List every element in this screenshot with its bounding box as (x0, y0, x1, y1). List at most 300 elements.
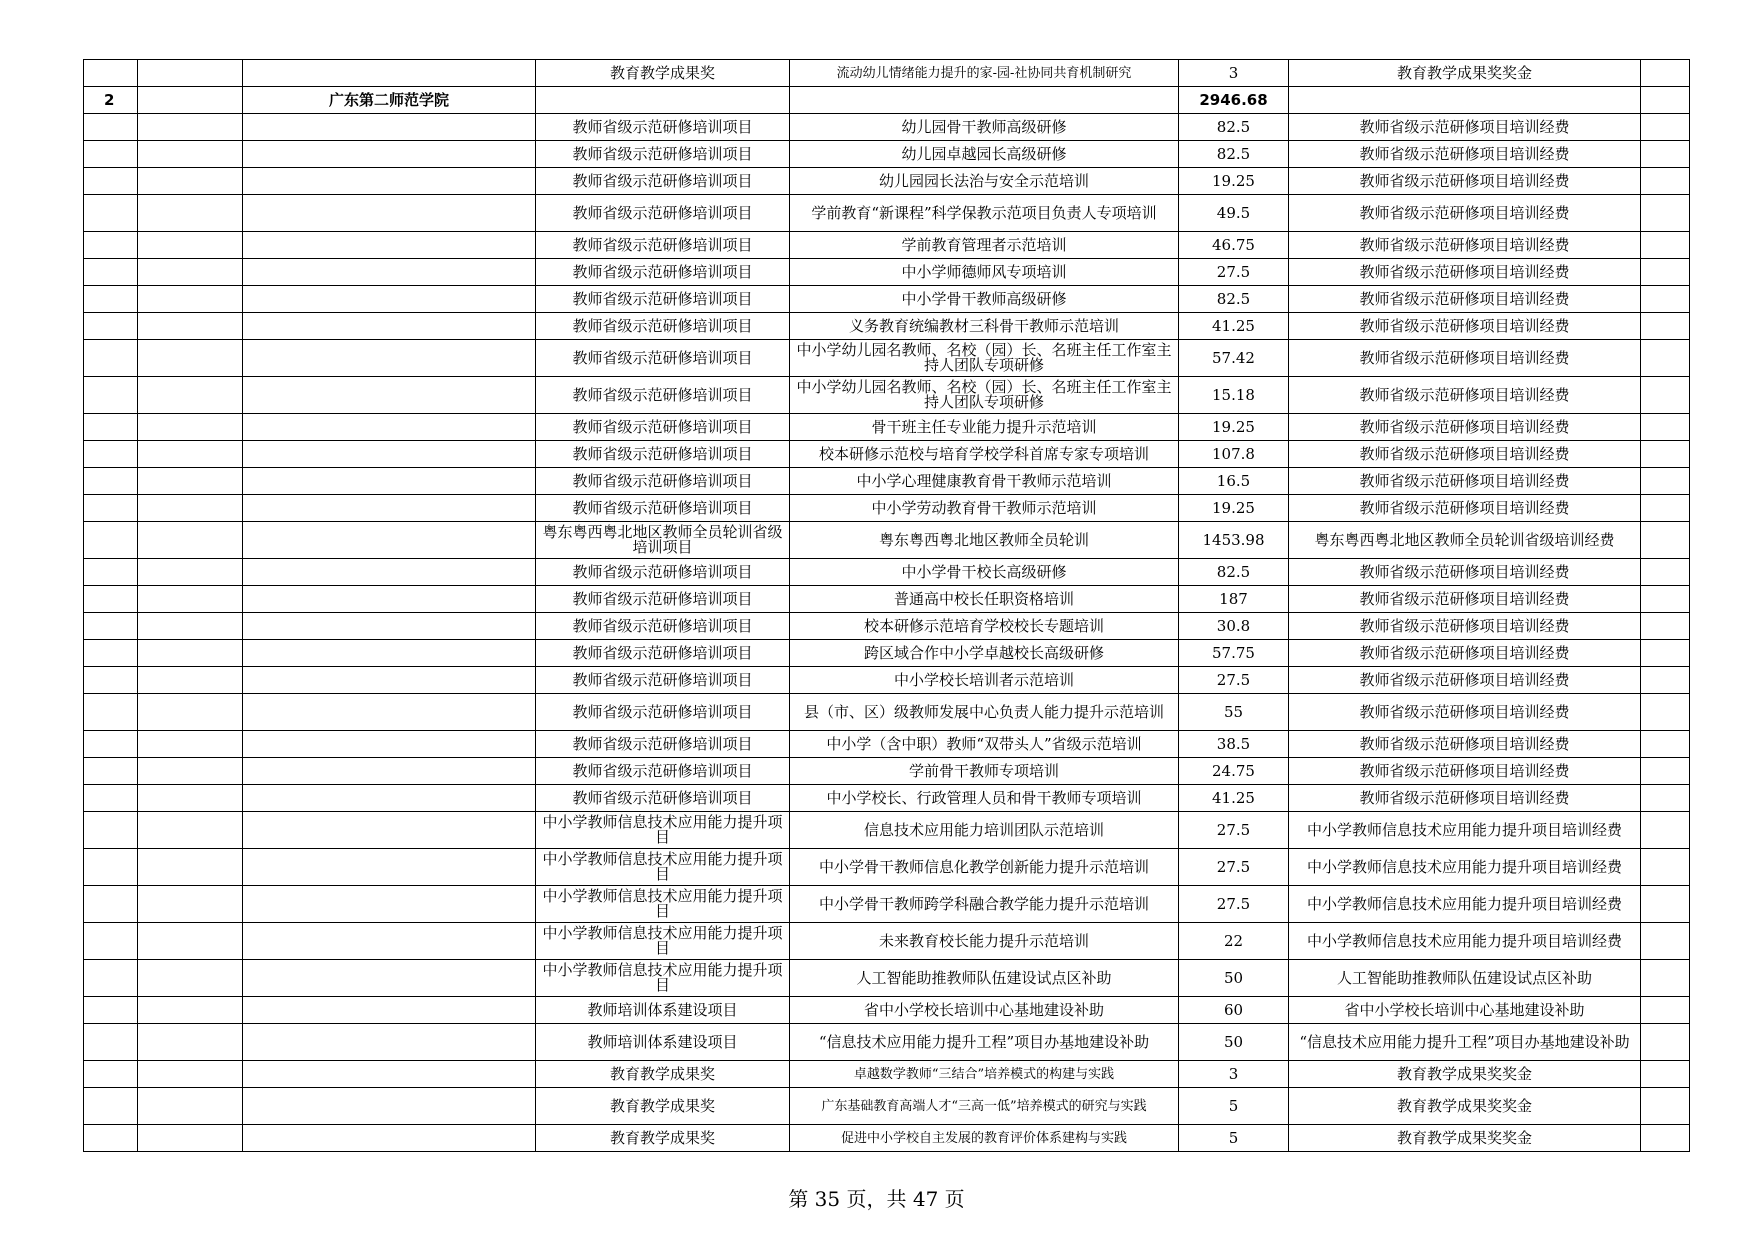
category-cell: 教师省级示范研修培训项目 (536, 586, 790, 613)
note-cell (1641, 1061, 1690, 1088)
project-cell: 人工智能助推教师队伍建设试点区补助 (790, 960, 1179, 997)
row-number-cell (84, 468, 138, 495)
unit-name-cell (243, 286, 536, 313)
category-cell: 教师培训体系建设项目 (536, 997, 790, 1024)
table-row (84, 886, 1690, 923)
unit-name-cell (243, 812, 536, 849)
blank-cell (138, 997, 243, 1024)
row-number-cell (84, 414, 138, 441)
amount-cell: 5 (1179, 1088, 1289, 1125)
row-number-cell (84, 522, 138, 559)
amount-cell: 82.5 (1179, 559, 1289, 586)
purpose-cell: 教育教学成果奖奖金 (1289, 60, 1641, 87)
amount-cell: 82.5 (1179, 114, 1289, 141)
category-cell: 中小学教师信息技术应用能力提升项目 (536, 886, 790, 923)
row-number-cell (84, 313, 138, 340)
row-number-cell (84, 886, 138, 923)
note-cell (1641, 960, 1690, 997)
table-row (84, 559, 1690, 586)
category-cell: 教育教学成果奖 (536, 60, 790, 87)
project-cell: 中小学骨干教师信息化教学创新能力提升示范培训 (790, 849, 1179, 886)
unit-name-cell (243, 1088, 536, 1125)
category-cell: 教师省级示范研修培训项目 (536, 731, 790, 758)
table-row (84, 731, 1690, 758)
row-number-cell (84, 997, 138, 1024)
project-cell: 学前教育“新课程”科学保教示范项目负责人专项培训 (790, 195, 1179, 232)
row-number-cell (84, 586, 138, 613)
note-cell (1641, 195, 1690, 232)
project-cell: 学前教育管理者示范培训 (790, 232, 1179, 259)
blank-cell (138, 613, 243, 640)
amount-cell: 3 (1179, 1061, 1289, 1088)
row-number-cell (84, 114, 138, 141)
purpose-cell: 教师省级示范研修项目培训经费 (1289, 195, 1641, 232)
row-number-cell (84, 232, 138, 259)
unit-name-cell (243, 1061, 536, 1088)
note-cell (1641, 667, 1690, 694)
project-cell: 中小学校长培训者示范培训 (790, 667, 1179, 694)
table-row (84, 1088, 1690, 1125)
row-number-cell (84, 849, 138, 886)
row-number-cell (84, 441, 138, 468)
purpose-cell: 教师省级示范研修项目培训经费 (1289, 286, 1641, 313)
row-number-cell (84, 1061, 138, 1088)
unit-name-cell (243, 232, 536, 259)
note-cell (1641, 441, 1690, 468)
category-cell: 教师省级示范研修培训项目 (536, 785, 790, 812)
amount-cell: 38.5 (1179, 731, 1289, 758)
unit-name-cell (243, 613, 536, 640)
note-cell (1641, 640, 1690, 667)
category-cell: 中小学教师信息技术应用能力提升项目 (536, 812, 790, 849)
purpose-cell: 教师省级示范研修项目培训经费 (1289, 559, 1641, 586)
unit-name-cell (243, 377, 536, 414)
table-row (84, 232, 1690, 259)
amount-cell: 55 (1179, 694, 1289, 731)
purpose-cell: 中小学教师信息技术应用能力提升项目培训经费 (1289, 923, 1641, 960)
note-cell (1641, 849, 1690, 886)
purpose-cell: 教师省级示范研修项目培训经费 (1289, 785, 1641, 812)
category-cell: 教师省级示范研修培训项目 (536, 559, 790, 586)
table-row (84, 259, 1690, 286)
unit-name-cell (243, 495, 536, 522)
row-number-cell (84, 168, 138, 195)
table-row (84, 168, 1690, 195)
blank-cell (138, 812, 243, 849)
row-number-cell (84, 731, 138, 758)
project-cell: 流动幼儿情绪能力提升的家-园-社协同共育机制研究 (790, 60, 1179, 87)
row-number-cell: 2 (84, 87, 138, 114)
blank-cell (138, 640, 243, 667)
blank-cell (138, 586, 243, 613)
category-cell: 教师省级示范研修培训项目 (536, 141, 790, 168)
amount-cell: 27.5 (1179, 259, 1289, 286)
project-cell: 中小学劳动教育骨干教师示范培训 (790, 495, 1179, 522)
amount-cell: 19.25 (1179, 414, 1289, 441)
table-row (84, 960, 1690, 997)
project-cell: 普通高中校长任职资格培训 (790, 586, 1179, 613)
project-cell: 粤东粤西粤北地区教师全员轮训 (790, 522, 1179, 559)
row-number-cell (84, 495, 138, 522)
table-row (84, 758, 1690, 785)
amount-cell: 57.42 (1179, 340, 1289, 377)
purpose-cell: 教师省级示范研修项目培训经费 (1289, 340, 1641, 377)
blank-cell (138, 849, 243, 886)
note-cell (1641, 559, 1690, 586)
blank-cell (138, 340, 243, 377)
category-cell: 中小学教师信息技术应用能力提升项目 (536, 923, 790, 960)
category-cell: 中小学教师信息技术应用能力提升项目 (536, 849, 790, 886)
purpose-cell: 教师省级示范研修项目培训经费 (1289, 141, 1641, 168)
project-cell: 中小学骨干校长高级研修 (790, 559, 1179, 586)
purpose-cell: “信息技术应用能力提升工程”项目办基地建设补助 (1289, 1024, 1641, 1061)
note-cell (1641, 114, 1690, 141)
page-number-footer: 第 35 页，共 47 页 (788, 1187, 965, 1211)
amount-cell: 1453.98 (1179, 522, 1289, 559)
blank-cell (138, 960, 243, 997)
category-cell: 粤东粤西粤北地区教师全员轮训省级培训项目 (536, 522, 790, 559)
project-cell: 幼儿园骨干教师高级研修 (790, 114, 1179, 141)
table-row (84, 414, 1690, 441)
blank-cell (138, 758, 243, 785)
note-cell (1641, 923, 1690, 960)
note-cell (1641, 586, 1690, 613)
project-cell: 中小学幼儿园名教师、名校（园）长、名班主任工作室主持人团队专项研修 (790, 340, 1179, 377)
row-number-cell (84, 667, 138, 694)
blank-cell (138, 377, 243, 414)
project-cell: 中小学骨干教师跨学科融合教学能力提升示范培训 (790, 886, 1179, 923)
note-cell (1641, 613, 1690, 640)
project-cell: 中小学师德师风专项培训 (790, 259, 1179, 286)
project-cell: 中小学（含中职）教师“双带头人”省级示范培训 (790, 731, 1179, 758)
table-row (84, 522, 1690, 559)
unit-name-cell (243, 923, 536, 960)
purpose-cell: 中小学教师信息技术应用能力提升项目培训经费 (1289, 886, 1641, 923)
purpose-cell: 教师省级示范研修项目培训经费 (1289, 694, 1641, 731)
table-row (84, 586, 1690, 613)
purpose-cell: 教师省级示范研修项目培训经费 (1289, 313, 1641, 340)
table-row (84, 613, 1690, 640)
note-cell (1641, 168, 1690, 195)
blank-cell (138, 114, 243, 141)
blank-cell (138, 286, 243, 313)
purpose-cell: 教育教学成果奖奖金 (1289, 1125, 1641, 1152)
amount-cell: 50 (1179, 960, 1289, 997)
blank-cell (138, 468, 243, 495)
purpose-cell: 教师省级示范研修项目培训经费 (1289, 468, 1641, 495)
note-cell (1641, 259, 1690, 286)
purpose-cell: 教师省级示范研修项目培训经费 (1289, 586, 1641, 613)
unit-name-cell (243, 141, 536, 168)
row-number-cell (84, 1088, 138, 1125)
project-cell: 省中小学校长培训中心基地建设补助 (790, 997, 1179, 1024)
note-cell (1641, 87, 1690, 114)
category-cell: 教师省级示范研修培训项目 (536, 377, 790, 414)
purpose-cell: 省中小学校长培训中心基地建设补助 (1289, 997, 1641, 1024)
amount-cell: 82.5 (1179, 141, 1289, 168)
row-number-cell (84, 60, 138, 87)
category-cell: 教师省级示范研修培训项目 (536, 168, 790, 195)
row-number-cell (84, 923, 138, 960)
unit-name-cell (243, 559, 536, 586)
amount-cell: 5 (1179, 1125, 1289, 1152)
table-row (84, 441, 1690, 468)
unit-name-cell (243, 640, 536, 667)
table-row (84, 1024, 1690, 1061)
project-cell: 卓越数学教师“三结合”培养模式的构建与实践 (790, 1061, 1179, 1088)
project-cell: 信息技术应用能力培训团队示范培训 (790, 812, 1179, 849)
purpose-cell: 教师省级示范研修项目培训经费 (1289, 168, 1641, 195)
row-number-cell (84, 559, 138, 586)
unit-name-cell (243, 731, 536, 758)
amount-cell: 24.75 (1179, 758, 1289, 785)
unit-name-cell (243, 441, 536, 468)
blank-cell (138, 923, 243, 960)
note-cell (1641, 495, 1690, 522)
unit-name-cell (243, 1125, 536, 1152)
note-cell (1641, 60, 1690, 87)
purpose-cell: 教师省级示范研修项目培训经费 (1289, 232, 1641, 259)
unit-name-cell (243, 340, 536, 377)
category-cell: 教育教学成果奖 (536, 1125, 790, 1152)
note-cell (1641, 731, 1690, 758)
project-cell: 未来教育校长能力提升示范培训 (790, 923, 1179, 960)
row-number-cell (84, 195, 138, 232)
blank-cell (138, 785, 243, 812)
note-cell (1641, 1024, 1690, 1061)
unit-name-cell (243, 60, 536, 87)
table-row (84, 114, 1690, 141)
category-cell: 教师省级示范研修培训项目 (536, 259, 790, 286)
table-row (84, 495, 1690, 522)
row-number-cell (84, 812, 138, 849)
blank-cell (138, 259, 243, 286)
category-cell: 教师省级示范研修培训项目 (536, 694, 790, 731)
allocation-table (83, 59, 1690, 1152)
note-cell (1641, 377, 1690, 414)
category-cell: 教师省级示范研修培训项目 (536, 286, 790, 313)
row-number-cell (84, 1125, 138, 1152)
purpose-cell: 教师省级示范研修项目培训经费 (1289, 114, 1641, 141)
category-cell: 教师省级示范研修培训项目 (536, 495, 790, 522)
note-cell (1641, 997, 1690, 1024)
blank-cell (138, 667, 243, 694)
purpose-cell: 教师省级示范研修项目培训经费 (1289, 495, 1641, 522)
category-cell: 教师省级示范研修培训项目 (536, 667, 790, 694)
blank-cell (138, 694, 243, 731)
project-cell: 中小学校长、行政管理人员和骨干教师专项培训 (790, 785, 1179, 812)
table-row (84, 60, 1690, 87)
amount-cell: 27.5 (1179, 849, 1289, 886)
unit-name-cell (243, 522, 536, 559)
project-cell: 县（市、区）级教师发展中心负责人能力提升示范培训 (790, 694, 1179, 731)
purpose-cell: 人工智能助推教师队伍建设试点区补助 (1289, 960, 1641, 997)
project-cell (790, 87, 1179, 114)
category-cell: 教师省级示范研修培训项目 (536, 195, 790, 232)
blank-cell (138, 168, 243, 195)
row-number-cell (84, 694, 138, 731)
project-cell: 促进中小学校自主发展的教育评价体系建构与实践 (790, 1125, 1179, 1152)
unit-name-cell (243, 1024, 536, 1061)
note-cell (1641, 522, 1690, 559)
project-cell: 中小学骨干教师高级研修 (790, 286, 1179, 313)
blank-cell (138, 1125, 243, 1152)
blank-cell (138, 195, 243, 232)
project-cell: 义务教育统编教材三科骨干教师示范培训 (790, 313, 1179, 340)
blank-cell (138, 232, 243, 259)
table-row (84, 849, 1690, 886)
amount-cell: 27.5 (1179, 812, 1289, 849)
amount-cell: 49.5 (1179, 195, 1289, 232)
note-cell (1641, 313, 1690, 340)
note-cell (1641, 232, 1690, 259)
project-cell: 广东基础教育高端人才“三高一低”培养模式的研究与实践 (790, 1088, 1179, 1125)
unit-name-cell (243, 849, 536, 886)
row-number-cell (84, 758, 138, 785)
blank-cell (138, 559, 243, 586)
blank-cell (138, 141, 243, 168)
amount-cell: 41.25 (1179, 313, 1289, 340)
amount-cell: 16.5 (1179, 468, 1289, 495)
blank-cell (138, 87, 243, 114)
amount-cell: 57.75 (1179, 640, 1289, 667)
project-cell: 校本研修示范校与培育学校学科首席专家专项培训 (790, 441, 1179, 468)
purpose-cell: 教育教学成果奖奖金 (1289, 1061, 1641, 1088)
blank-cell (138, 886, 243, 923)
note-cell (1641, 694, 1690, 731)
unit-name-cell (243, 586, 536, 613)
amount-cell: 19.25 (1179, 168, 1289, 195)
table-row (84, 997, 1690, 1024)
note-cell (1641, 141, 1690, 168)
project-cell: 中小学心理健康教育骨干教师示范培训 (790, 468, 1179, 495)
note-cell (1641, 468, 1690, 495)
unit-name-cell (243, 313, 536, 340)
table-row (84, 340, 1690, 377)
amount-cell: 15.18 (1179, 377, 1289, 414)
category-cell: 教师省级示范研修培训项目 (536, 114, 790, 141)
unit-name-cell (243, 694, 536, 731)
table-row (84, 377, 1690, 414)
note-cell (1641, 758, 1690, 785)
purpose-cell: 教师省级示范研修项目培训经费 (1289, 414, 1641, 441)
category-cell: 教师省级示范研修培训项目 (536, 468, 790, 495)
purpose-cell: 教师省级示范研修项目培训经费 (1289, 640, 1641, 667)
unit-name-cell (243, 667, 536, 694)
unit-name-cell (243, 886, 536, 923)
category-cell: 教师省级示范研修培训项目 (536, 313, 790, 340)
amount-cell: 50 (1179, 1024, 1289, 1061)
project-cell: 幼儿园卓越园长高级研修 (790, 141, 1179, 168)
table-row (84, 640, 1690, 667)
project-cell: 学前骨干教师专项培训 (790, 758, 1179, 785)
table-row (84, 195, 1690, 232)
category-cell (536, 87, 790, 114)
table-row (84, 923, 1690, 960)
table-row (84, 1125, 1690, 1152)
category-cell: 教师省级示范研修培训项目 (536, 232, 790, 259)
table-row (84, 468, 1690, 495)
purpose-cell: 中小学教师信息技术应用能力提升项目培训经费 (1289, 812, 1641, 849)
row-number-cell (84, 340, 138, 377)
blank-cell (138, 495, 243, 522)
purpose-cell: 教师省级示范研修项目培训经费 (1289, 259, 1641, 286)
category-cell: 教师省级示范研修培训项目 (536, 758, 790, 785)
project-cell: 跨区域合作中小学卓越校长高级研修 (790, 640, 1179, 667)
category-cell: 教师省级示范研修培训项目 (536, 613, 790, 640)
blank-cell (138, 522, 243, 559)
blank-cell (138, 731, 243, 758)
category-cell: 教师省级示范研修培训项目 (536, 441, 790, 468)
project-cell: 校本研修示范培育学校校长专题培训 (790, 613, 1179, 640)
purpose-cell: 教师省级示范研修项目培训经费 (1289, 441, 1641, 468)
project-cell: 骨干班主任专业能力提升示范培训 (790, 414, 1179, 441)
blank-cell (138, 441, 243, 468)
blank-cell (138, 1024, 243, 1061)
unit-name-cell (243, 168, 536, 195)
category-cell: 教育教学成果奖 (536, 1061, 790, 1088)
blank-cell (138, 60, 243, 87)
note-cell (1641, 286, 1690, 313)
unit-name-cell (243, 785, 536, 812)
unit-name-cell (243, 468, 536, 495)
unit-name-cell (243, 195, 536, 232)
unit-name-cell (243, 259, 536, 286)
amount-cell: 187 (1179, 586, 1289, 613)
row-number-cell (84, 1024, 138, 1061)
amount-cell: 2946.68 (1179, 87, 1289, 114)
row-number-cell (84, 377, 138, 414)
blank-cell (138, 1088, 243, 1125)
amount-cell: 107.8 (1179, 441, 1289, 468)
purpose-cell: 教育教学成果奖奖金 (1289, 1088, 1641, 1125)
unit-name-cell: 广东第二师范学院 (243, 87, 536, 114)
blank-cell (138, 414, 243, 441)
table-row (84, 313, 1690, 340)
amount-cell: 22 (1179, 923, 1289, 960)
note-cell (1641, 785, 1690, 812)
table-row (84, 667, 1690, 694)
amount-cell: 41.25 (1179, 785, 1289, 812)
category-cell: 教师省级示范研修培训项目 (536, 414, 790, 441)
amount-cell: 27.5 (1179, 667, 1289, 694)
row-number-cell (84, 640, 138, 667)
row-number-cell (84, 785, 138, 812)
unit-name-cell (243, 414, 536, 441)
note-cell (1641, 886, 1690, 923)
table-row (84, 694, 1690, 731)
category-cell: 中小学教师信息技术应用能力提升项目 (536, 960, 790, 997)
purpose-cell: 粤东粤西粤北地区教师全员轮训省级培训经费 (1289, 522, 1641, 559)
row-number-cell (84, 613, 138, 640)
category-cell: 教育教学成果奖 (536, 1088, 790, 1125)
note-cell (1641, 340, 1690, 377)
blank-cell (138, 1061, 243, 1088)
purpose-cell: 中小学教师信息技术应用能力提升项目培训经费 (1289, 849, 1641, 886)
amount-cell: 60 (1179, 997, 1289, 1024)
row-number-cell (84, 286, 138, 313)
row-number-cell (84, 259, 138, 286)
unit-name-cell (243, 997, 536, 1024)
table-row (84, 286, 1690, 313)
amount-cell: 46.75 (1179, 232, 1289, 259)
purpose-cell: 教师省级示范研修项目培训经费 (1289, 377, 1641, 414)
table-row (84, 785, 1690, 812)
amount-cell: 3 (1179, 60, 1289, 87)
unit-name-cell (243, 758, 536, 785)
row-number-cell (84, 960, 138, 997)
table-row (84, 1061, 1690, 1088)
